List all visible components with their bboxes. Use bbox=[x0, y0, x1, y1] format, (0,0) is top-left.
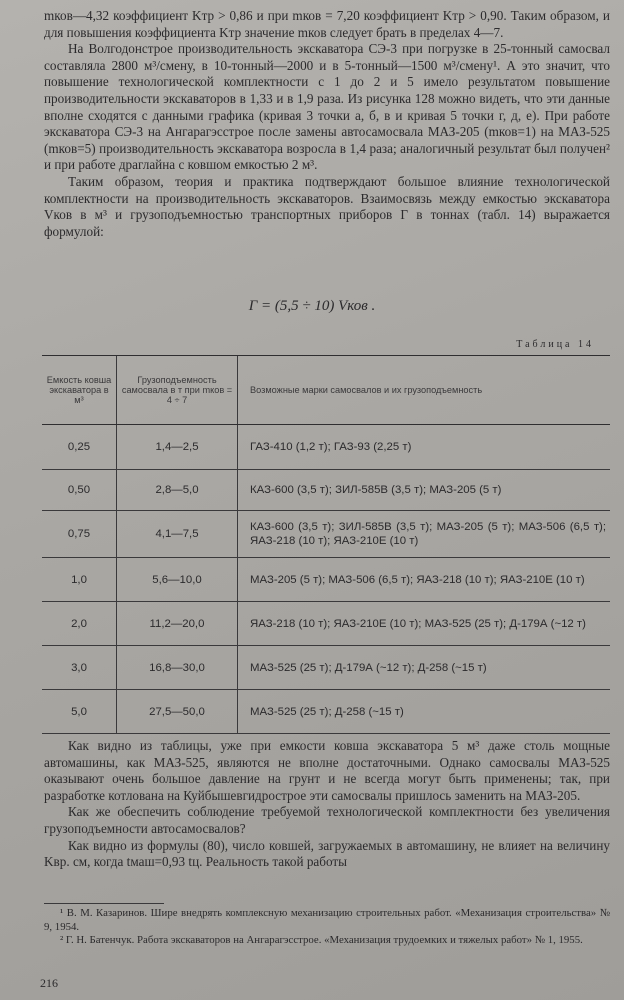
footnote-divider bbox=[44, 903, 164, 904]
cell-models: КАЗ-600 (3,5 т); ЗИЛ-585В (3,5 т); МАЗ-205 (5 т) bbox=[238, 470, 611, 511]
table-header-row bbox=[42, 356, 610, 425]
footnote-1: ¹ В. М. Казаринов. Шире внедрять комплексную механизацию строительных работ. «Механизация строительства» № 9, 1954. bbox=[44, 907, 610, 933]
cell-capacity: 0,25 bbox=[42, 425, 117, 470]
header-bucket-capacity: Емкость ковша экскаватора в м³ bbox=[42, 356, 117, 425]
cell-capacity: 0,50 bbox=[42, 470, 117, 511]
cell-capacity: 3,0 bbox=[42, 646, 117, 690]
cell-load: 11,2—20,0 bbox=[117, 602, 238, 646]
cell-models: МАЗ-205 (5 т); МАЗ-506 (6,5 т); ЯАЗ-218 (10 т); ЯАЗ-210Е (10 т) bbox=[238, 558, 611, 602]
table-caption: Таблица 14 bbox=[516, 339, 594, 350]
table-row bbox=[42, 558, 610, 602]
cell-load: 16,8—30,0 bbox=[117, 646, 238, 690]
cell-capacity: 5,0 bbox=[42, 690, 117, 734]
cell-capacity: 2,0 bbox=[42, 602, 117, 646]
cell-models: ЯАЗ-218 (10 т); ЯАЗ-210Е (10 т); МАЗ-525 (25 т); Д-179А (~12 т) bbox=[238, 602, 611, 646]
table-row bbox=[42, 690, 610, 734]
cell-load: 4,1—7,5 bbox=[117, 511, 238, 558]
cell-models: МАЗ-525 (25 т); Д-258 (~15 т) bbox=[238, 690, 611, 734]
paragraph-table-analysis: Как видно из таблицы, уже при емкости ковша экскаватора 5 м³ даже столь мощные автомашины, как МАЗ-525, являются не вполне достаточными. Однако самосвалы МАЗ-525 оказывают очень большое давление на грунт и не всегда могут быть применены; так, при разработке котлована на Куйбышевгидрострое эти самосвалы пришлось заменить на МАЗ-205. bbox=[44, 738, 610, 803]
cell-load: 5,6—10,0 bbox=[117, 558, 238, 602]
top-body-text bbox=[44, 8, 610, 240]
bottom-body-text bbox=[44, 738, 610, 871]
cell-load: 2,8—5,0 bbox=[117, 470, 238, 511]
cell-load: 1,4—2,5 bbox=[117, 425, 238, 470]
cell-load: 27,5—50,0 bbox=[117, 690, 238, 734]
cell-models: МАЗ-525 (25 т); Д-179А (~12 т); Д-258 (~15 т) bbox=[238, 646, 611, 690]
paragraph-formula-note: Как видно из формулы (80), число ковшей, загружаемых в автомашину, не влияет на величину Kвр. см, когда tмаш=0,93 tц. Реальность такой работы bbox=[44, 837, 610, 870]
footnotes bbox=[44, 907, 610, 948]
paragraph-volgodonstroy: На Волгодонстрое производительность экскаватора СЭ-3 при погрузке в 25-тонный самосвал составляла 2800 м³/смену, в 10-тонный—2000 и в 5-тонный—1500 м³/смену¹. А это значит, что повышение технологической комплектности с 1 до 2 и 5 имело результатом повышение производительности экскаваторов в 1,33 и в 1,9 раза. Из рисунка 128 можно видеть, что эти данные вполне сходятся с данными графика (кривая 3 точки а, б, в и кривая 5 точки г, д, е). При работе экскаватора СЭ-3 на Ангарагэсстрое после замены автосамосвала МАЗ-205 (mков=1) на МАЗ-525 (mков=5) производительность экскаватора возросла в 1,4 раза; аналогичный результат был получен² и при работе драглайна с ковшом емкостью 2 м³. bbox=[44, 41, 610, 173]
formula: Г = (5,5 ÷ 10) Vков . bbox=[248, 298, 376, 314]
table-row bbox=[42, 425, 610, 470]
cell-capacity: 0,75 bbox=[42, 511, 117, 558]
table-row bbox=[42, 602, 610, 646]
table-row bbox=[42, 470, 610, 511]
cell-models: ГАЗ-410 (1,2 т); ГАЗ-93 (2,25 т) bbox=[238, 425, 611, 470]
paragraph-question: Как же обеспечить соблюдение требуемой технологической комплектности без увеличения грузоподъемности автосамосвалов? bbox=[44, 804, 610, 836]
table-row bbox=[42, 646, 610, 690]
cell-models: КАЗ-600 (3,5 т); ЗИЛ-585В (3,5 т); МАЗ-205 (5 т); МАЗ-506 (6,5 т); ЯАЗ-218 (10 т); ЯАЗ-210Е (10 т) bbox=[238, 511, 611, 558]
excavator-table bbox=[42, 355, 610, 734]
table-row bbox=[42, 511, 610, 558]
header-truck-models: Возможные марки самосвалов и их грузоподъемность bbox=[238, 356, 611, 425]
page-number: 216 bbox=[40, 976, 58, 990]
paragraph-intro: mков—4,32 коэффициент Kтр > 0,86 и при mков = 7,20 коэффициент Kтр > 0,90. Таким образом, и для повышения коэффициента Kтр значение mков следует брать в пределах 4—7. bbox=[44, 8, 610, 40]
cell-capacity: 1,0 bbox=[42, 558, 117, 602]
footnote-2: ² Г. Н. Батенчук. Работа экскаваторов на Ангарагэсстрое. «Механизация трудоемких и тяжелых работ» № 1, 1955. bbox=[60, 934, 583, 947]
paragraph-conclusion: Таким образом, теория и практика подтверждают большое влияние технологической комплектности на производительность экскаваторов. Взаимосвязь между емкостью экскаватора Vков в м³ и грузоподъемностью транспортных приборов Г в тоннах (табл. 14) выражается формулой: bbox=[44, 173, 610, 239]
header-truck-load: Грузоподъемность самосвала в т при mков = 4 ÷ 7 bbox=[117, 356, 238, 425]
